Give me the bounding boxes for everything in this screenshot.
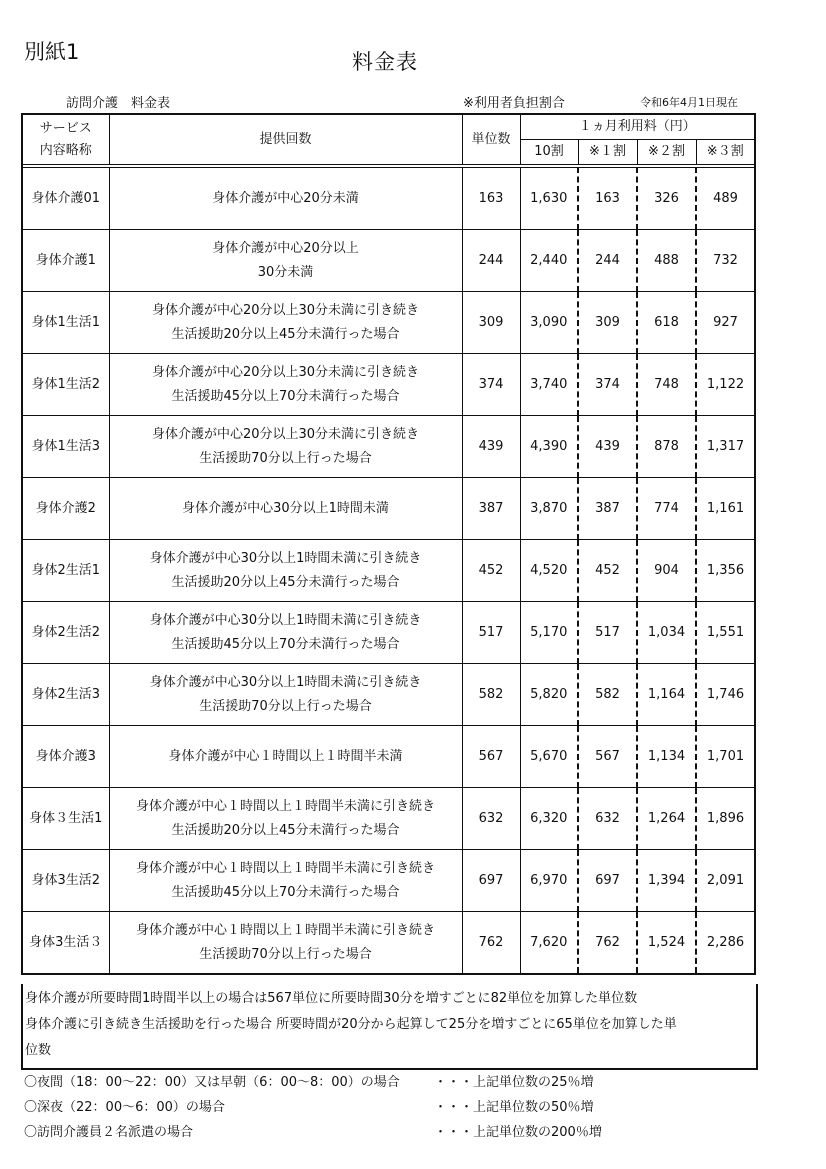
service-code: 身体３生活1 bbox=[22, 788, 109, 850]
fee-10-percent-3: 1,551 bbox=[696, 602, 755, 664]
service-description bbox=[109, 292, 462, 354]
service-code: 身体介護01 bbox=[22, 168, 109, 230]
fee-10-percent-3: 1,701 bbox=[696, 726, 755, 788]
fee-10-percent-3: 1,746 bbox=[696, 664, 755, 726]
fee-10-percent-3: 1,161 bbox=[696, 478, 755, 540]
service-description bbox=[109, 726, 462, 788]
table-row bbox=[22, 850, 755, 912]
footer-label: 〇夜間（18：00～22：00）又は早朝（6：00～8：00）の場合 bbox=[24, 1075, 400, 1090]
description-line-1: 身体介護が中心１時間以上１時間半未満に引き続き bbox=[135, 798, 435, 814]
service-description bbox=[109, 354, 462, 416]
fee-10-percent-3: 1,317 bbox=[696, 416, 755, 478]
description-line-2: 生活援助70分以上行った場合 bbox=[199, 450, 372, 466]
fee-10-percent-2: 1,134 bbox=[637, 726, 696, 788]
fee-10-percent-3: 2,286 bbox=[696, 912, 755, 975]
fee-10-percent-2: 488 bbox=[637, 230, 696, 292]
fee-10-percent-2: 1,264 bbox=[637, 788, 696, 850]
header-frequency: 提供回数 bbox=[109, 114, 462, 165]
unit-count: 517 bbox=[462, 602, 520, 664]
description-line-2: 生活援助45分以上70分未満行った場合 bbox=[171, 884, 400, 900]
unit-count: 387 bbox=[462, 478, 520, 540]
header-service bbox=[22, 114, 109, 165]
table-row bbox=[22, 292, 755, 354]
header-service-line2: 内容略称 bbox=[39, 142, 92, 158]
description-line-1: 身体介護が中心30分以上1時間未満 bbox=[182, 500, 389, 516]
description-line-2: 生活援助20分以上45分未満行った場合 bbox=[171, 326, 400, 342]
unit-count: 374 bbox=[462, 354, 520, 416]
service-code: 身体2生活2 bbox=[22, 602, 109, 664]
fee-10-percent-10: 6,970 bbox=[520, 850, 578, 912]
fee-10-percent-10: 7,620 bbox=[520, 912, 578, 975]
table-row bbox=[22, 168, 755, 230]
description-line-2: 生活援助45分以上70分未満行った場合 bbox=[171, 636, 400, 652]
table-row bbox=[22, 540, 755, 602]
table-row bbox=[22, 726, 755, 788]
fee-10-percent-3: 2,091 bbox=[696, 850, 755, 912]
note-line-3: 位数 bbox=[25, 1043, 52, 1058]
table-row bbox=[22, 664, 755, 726]
service-code: 身体2生活3 bbox=[22, 664, 109, 726]
header-r10: 10割 bbox=[520, 140, 578, 165]
service-description bbox=[109, 602, 462, 664]
service-description bbox=[109, 912, 462, 975]
footer-value: ・・・上記単位数の25％増 bbox=[434, 1075, 594, 1090]
header-service-line1: サービス bbox=[39, 120, 92, 136]
fee-10-percent-1: 374 bbox=[578, 354, 637, 416]
unit-count: 632 bbox=[462, 788, 520, 850]
description-line-2: 生活援助45分以上70分未満行った場合 bbox=[171, 388, 400, 404]
header-units: 単位数 bbox=[462, 114, 520, 165]
unit-count: 439 bbox=[462, 416, 520, 478]
service-description bbox=[109, 416, 462, 478]
fee-10-percent-1: 517 bbox=[578, 602, 637, 664]
burden-note: ※利用者負担割合 bbox=[463, 96, 565, 111]
fee-10-percent-3: 1,896 bbox=[696, 788, 755, 850]
service-code: 身体1生活3 bbox=[22, 416, 109, 478]
footer-label: 〇深夜（22：00～6：00）の場合 bbox=[24, 1100, 225, 1115]
fee-10-percent-10: 3,740 bbox=[520, 354, 578, 416]
table-row bbox=[22, 602, 755, 664]
fee-10-percent-2: 326 bbox=[637, 168, 696, 230]
note-line-1: 身体介護が所要時間1時間半以上の場合は567単位に所要時間30分を増すごとに82単位を加算した単位数 bbox=[25, 991, 638, 1006]
description-line-2: 生活援助70分以上行った場合 bbox=[199, 698, 372, 714]
service-description bbox=[109, 850, 462, 912]
fee-10-percent-3: 732 bbox=[696, 230, 755, 292]
table-row bbox=[22, 912, 755, 975]
service-description bbox=[109, 788, 462, 850]
fee-10-percent-10: 3,870 bbox=[520, 478, 578, 540]
table-row bbox=[22, 478, 755, 540]
fee-10-percent-1: 309 bbox=[578, 292, 637, 354]
service-code: 身体3生活３ bbox=[22, 912, 109, 975]
header-r1: ※１割 bbox=[578, 140, 637, 165]
fee-10-percent-1: 439 bbox=[578, 416, 637, 478]
description-line-1: 身体介護が中心30分以上1時間未満に引き続き bbox=[149, 612, 422, 628]
fee-10-percent-3: 1,356 bbox=[696, 540, 755, 602]
service-code: 身体介護1 bbox=[22, 230, 109, 292]
description-line-2: 生活援助20分以上45分未満行った場合 bbox=[171, 822, 400, 838]
service-code: 身体介護2 bbox=[22, 478, 109, 540]
header-monthly-fee: １ヵ月利用料（円） bbox=[520, 114, 755, 140]
description-line-1: 身体介護が中心30分以上1時間未満に引き続き bbox=[149, 674, 422, 690]
fee-10-percent-10: 5,670 bbox=[520, 726, 578, 788]
fee-10-percent-10: 5,820 bbox=[520, 664, 578, 726]
unit-count: 244 bbox=[462, 230, 520, 292]
service-description bbox=[109, 230, 462, 292]
table-row bbox=[22, 354, 755, 416]
fee-10-percent-2: 904 bbox=[637, 540, 696, 602]
fee-10-percent-1: 163 bbox=[578, 168, 637, 230]
table-row bbox=[22, 230, 755, 292]
fee-10-percent-10: 5,170 bbox=[520, 602, 578, 664]
unit-count: 567 bbox=[462, 726, 520, 788]
description-line-1: 身体介護が中心１時間以上１時間半未満に引き続き bbox=[135, 860, 435, 876]
fee-10-percent-10: 4,390 bbox=[520, 416, 578, 478]
description-line-2: 30分未満 bbox=[257, 264, 314, 280]
service-description bbox=[109, 168, 462, 230]
service-description bbox=[109, 540, 462, 602]
unit-count: 452 bbox=[462, 540, 520, 602]
table-row bbox=[22, 416, 755, 478]
fee-10-percent-10: 1,630 bbox=[520, 168, 578, 230]
description-line-2: 生活援助70分以上行った場合 bbox=[199, 946, 372, 962]
unit-count: 163 bbox=[462, 168, 520, 230]
fee-10-percent-1: 452 bbox=[578, 540, 637, 602]
header-r2: ※２割 bbox=[637, 140, 696, 165]
page-title: 料金表 bbox=[352, 50, 418, 74]
service-description bbox=[109, 664, 462, 726]
fee-10-percent-1: 762 bbox=[578, 912, 637, 975]
table-subtitle: 訪問介護 料金表 bbox=[66, 96, 171, 111]
unit-count: 762 bbox=[462, 912, 520, 975]
description-line-1: 身体介護が中心30分以上1時間未満に引き続き bbox=[149, 550, 422, 566]
description-line-1: 身体介護が中心20分以上 bbox=[212, 240, 359, 256]
fee-10-percent-2: 618 bbox=[637, 292, 696, 354]
description-line-1: 身体介護が中心20分以上30分未満に引き続き bbox=[151, 426, 420, 442]
description-line-1: 身体介護が中心１時間以上１時間半未満 bbox=[168, 748, 403, 764]
fee-10-percent-2: 1,524 bbox=[637, 912, 696, 975]
fee-10-percent-1: 697 bbox=[578, 850, 637, 912]
fee-10-percent-2: 1,034 bbox=[637, 602, 696, 664]
description-line-1: 身体介護が中心20分以上30分未満に引き続き bbox=[151, 364, 420, 380]
as-of-date: 令和6年4月1日現在 bbox=[640, 96, 738, 109]
fee-10-percent-2: 878 bbox=[637, 416, 696, 478]
notes-box bbox=[21, 984, 758, 1070]
fee-10-percent-1: 387 bbox=[578, 478, 637, 540]
fee-10-percent-1: 632 bbox=[578, 788, 637, 850]
fee-10-percent-10: 3,090 bbox=[520, 292, 578, 354]
fee-10-percent-3: 1,122 bbox=[696, 354, 755, 416]
fee-10-percent-1: 567 bbox=[578, 726, 637, 788]
service-code: 身体3生活2 bbox=[22, 850, 109, 912]
footer-label: 〇訪問介護員２名派遣の場合 bbox=[24, 1125, 194, 1140]
fee-10-percent-1: 244 bbox=[578, 230, 637, 292]
service-code: 身体1生活1 bbox=[22, 292, 109, 354]
unit-count: 697 bbox=[462, 850, 520, 912]
fee-table bbox=[21, 113, 756, 975]
fee-10-percent-2: 1,164 bbox=[637, 664, 696, 726]
description-line-1: 身体介護が中心20分未満 bbox=[212, 190, 359, 206]
footer-value: ・・・上記単位数の50％増 bbox=[434, 1100, 594, 1115]
unit-count: 309 bbox=[462, 292, 520, 354]
description-line-1: 身体介護が中心１時間以上１時間半未満に引き続き bbox=[135, 922, 435, 938]
service-code: 身体介護3 bbox=[22, 726, 109, 788]
service-description bbox=[109, 478, 462, 540]
service-code: 身体1生活2 bbox=[22, 354, 109, 416]
attachment-label: 別紙1 bbox=[24, 40, 80, 64]
fee-10-percent-3: 927 bbox=[696, 292, 755, 354]
footer-value: ・・・上記単位数の200％増 bbox=[434, 1125, 602, 1140]
fee-10-percent-10: 2,440 bbox=[520, 230, 578, 292]
service-code: 身体2生活1 bbox=[22, 540, 109, 602]
header-r3: ※３割 bbox=[696, 140, 755, 165]
note-line-2: 身体介護に引き続き生活援助を行った場合 所要時間が20分から起算して25分を増すごとに65単位を加算した単 bbox=[25, 1017, 677, 1032]
fee-10-percent-10: 4,520 bbox=[520, 540, 578, 602]
fee-10-percent-1: 582 bbox=[578, 664, 637, 726]
fee-10-percent-2: 1,394 bbox=[637, 850, 696, 912]
fee-10-percent-2: 748 bbox=[637, 354, 696, 416]
description-line-2: 生活援助20分以上45分未満行った場合 bbox=[171, 574, 400, 590]
unit-count: 582 bbox=[462, 664, 520, 726]
fee-10-percent-2: 774 bbox=[637, 478, 696, 540]
description-line-1: 身体介護が中心20分以上30分未満に引き続き bbox=[151, 302, 420, 318]
fee-10-percent-3: 489 bbox=[696, 168, 755, 230]
table-row bbox=[22, 788, 755, 850]
fee-10-percent-10: 6,320 bbox=[520, 788, 578, 850]
